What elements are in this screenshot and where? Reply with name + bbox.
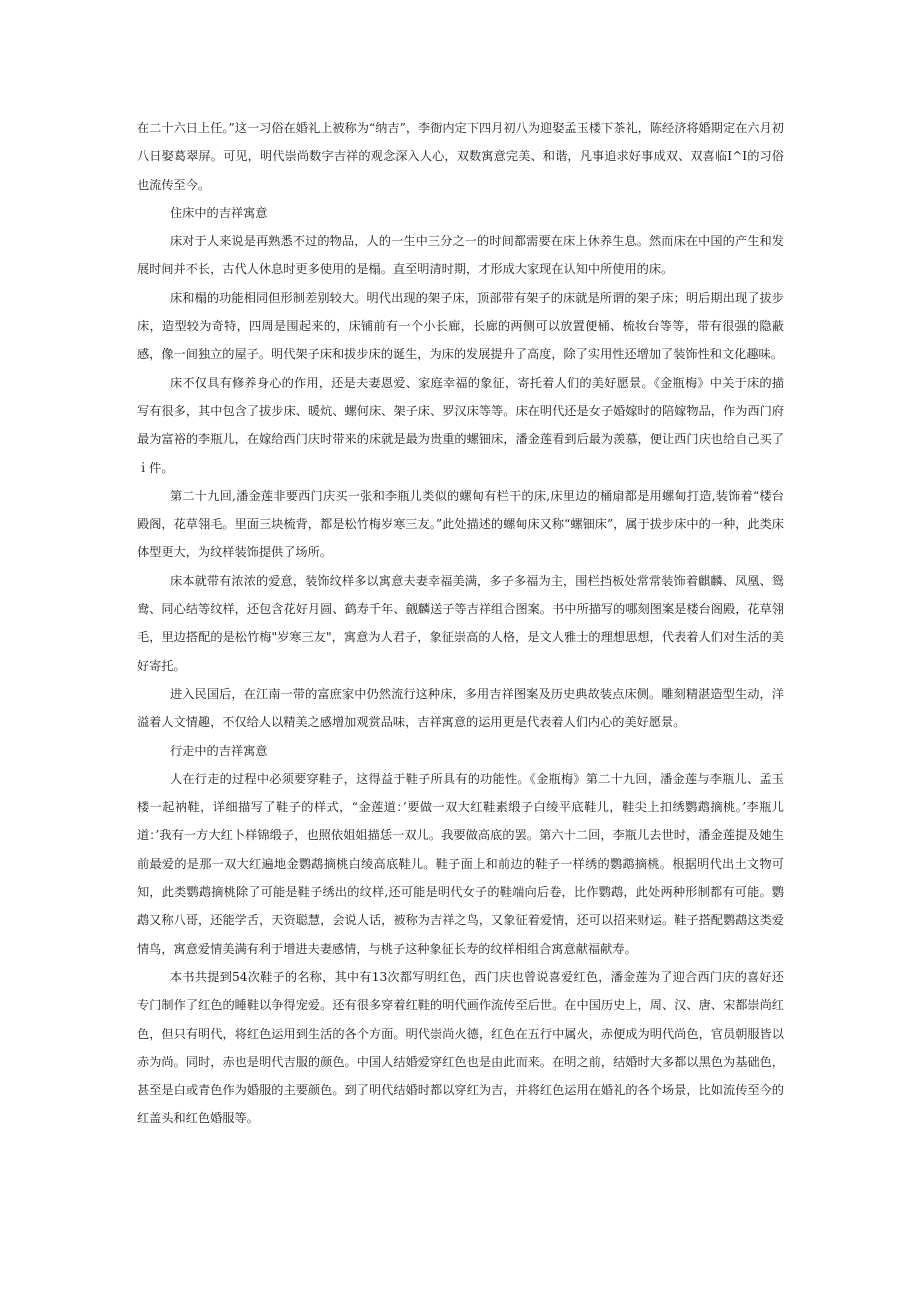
paragraph: 本书共提到54次鞋子的名称，其中有13次都写明红色，西门庆也曾说喜爱红色，潘金莲为了迎合西门庆的喜好还专门制作了红色的睡鞋以争得宠爱。还有很多穿着红鞋的明代画作流传至后世。在中国历史上，周、汉、唐、宋都崇尚红色，但只有明代，将红色运用到生活的各个方面。明代崇尚火德，红色在五行中属火，赤便成为明代尚色，官员朝服皆以赤为尚。同时，赤也是明代吉服的颜色。中国人结婚爱穿红色也是由此而来。在明之前，结婚时大多都以黑色为基础色，甚至是白或青色作为婚服的主要颜色。到了明代结婚时都以穿红为吉，并将红色运用在婚礼的各个场景，比如流传至今的红盖头和红色婚服等。 bbox=[137, 969, 784, 1126]
paragraph: 床对于人来说是再熟悉不过的物品，人的一生中三分之一的时间都需要在床上休养生息。然而床在中国的产生和发展时间并不长，古代人休息时更多使用的是榻。直至明清时期，才形成大家现在认知中所使用的床。 bbox=[137, 234, 784, 277]
paragraph-continuation: 在二十六日上任。”这一习俗在婚礼上被称为“纳吉”，李衙内定下四月初八为迎娶孟玉楼下茶礼，陈经济将婚期定在六月初八日娶葛翠屏。可见，明代崇尚数字吉祥的观念深入人心，双数寓意完美、和谐，凡事追求好事成双、双喜临I^I的习俗也流传至今。 bbox=[137, 121, 784, 192]
paragraph: 床本就带有浓浓的爱意，装饰纹样多以寓意夫妻幸福美满，多子多福为主，围栏挡板处常常装饰着麒麟、凤凰、鸳鸯、同心结等纹样，还包含花好月圆、鹤寿千年、觎麟送子等吉祥组合图案。书中所描写的哪刻图案是楼台阁殿，花草翎毛，里边搭配的是松竹梅"岁寒三友"，寓意为人君子，象征崇高的人格，是文人雅士的理想思想，代表着人们对生活的美好寄托。 bbox=[137, 573, 784, 673]
paragraph: 床和榻的功能相同但形制差别较大。明代出现的架子床，顶部带有架子的床就是所谓的架子床；明后期出现了拔步床，造型较为奇特，四周是围起来的，床铺前有一个小长廊，长廊的两侧可以放置便桶、梳妆台等等，带有很强的隐蔽感，像一间独立的屋子。明代架子床和拔步床的诞生，为床的发展提升了高度，除了实用性还增加了装饰性和文化趣味。 bbox=[137, 290, 784, 362]
paragraph: 人在行走的过程中必须要穿鞋子，这得益于鞋子所具有的功能性。《金瓶梅》第二十九回，潘金莲与李瓶儿、孟玉楼一起衲鞋，详细描写了鞋子的样式，“金莲道：’要做一双大红鞋素缎子白绫平底鞋儿，鞋尖上扣绣鹦鹉摘桃。’李瓶儿道：’我有一方大红卜样锦缎子，也照依姐姐描恁一双儿。我要做高底的罢。第六十二回，李瓶儿去世时，潘金莲提及她生前最爱的是那一双大红遍地金鹦鹉摘桃白绫高底鞋儿。鞋子面上和前边的鞋子一样绣的鹦鹉摘桃。根据明代出土文物可知，此类鹦鹉摘桃除了可能是鞋子绣出的纹样,还可能是明代女子的鞋端向后卷，比作鹦鹉，此处两种形制都有可能。鹦鹉又称八哥，还能学舌，天资聪慧，会说人话，被称为吉祥之鸟，又象征着爱情，还可以招来财运。鞋子搭配鹦鹉这类爱情鸟，寓意爱情美满有利于增进夫妻感情，与桃子这种象征长寿的纹样相组合寓意献福献寿。 bbox=[137, 771, 784, 956]
document-page bbox=[137, 114, 784, 1133]
paragraph: 床不仅具有修养身心的作用，还是夫妻恩爱、家庭幸福的象征，寄托着人们的美好愿景。《金瓶梅》中关于床的描写有很多，其中包含了拔步床、暖炕、螺何床、架子床、罗汉床等等。床在明代还是女子婚嫁时的陪嫁物品，作为西门府最为富裕的李瓶儿，在嫁给西门庆时带来的床就是最为贵重的螺钿床，潘金莲看到后最为羡慕，便让西门庆也给自己买了ｉ件。 bbox=[137, 375, 784, 475]
section-heading-walking: 行走中的吉祥寓意 bbox=[170, 743, 268, 758]
section-heading-bed: 住床中的吉祥寓意 bbox=[170, 205, 268, 220]
paragraph: 进入民国后，在江南一带的富庶家中仍然流行这种床，多用吉祥图案及历史典故装点床侧。雕刻精湛造型生动，洋溢着人文情趣，不仅给人以精美之感增加观赏品味，吉祥寓意的运用更是代表着人们内心的美好愿景。 bbox=[137, 686, 784, 730]
paragraph: 第二十九回,潘金莲非要西门庆买一张和李瓶儿类似的螺甸有栏干的床,床里边的桶扇都是用螺甸打造,装饰着“楼台殿阁，花草翎毛。里面三块梳背，都是松竹梅岁寒三友。”此处描述的螺甸床又称“螺钿床”，属于拔步床中的一种，此类床体型更大，为纹样装饰提供了场所。 bbox=[137, 488, 784, 560]
